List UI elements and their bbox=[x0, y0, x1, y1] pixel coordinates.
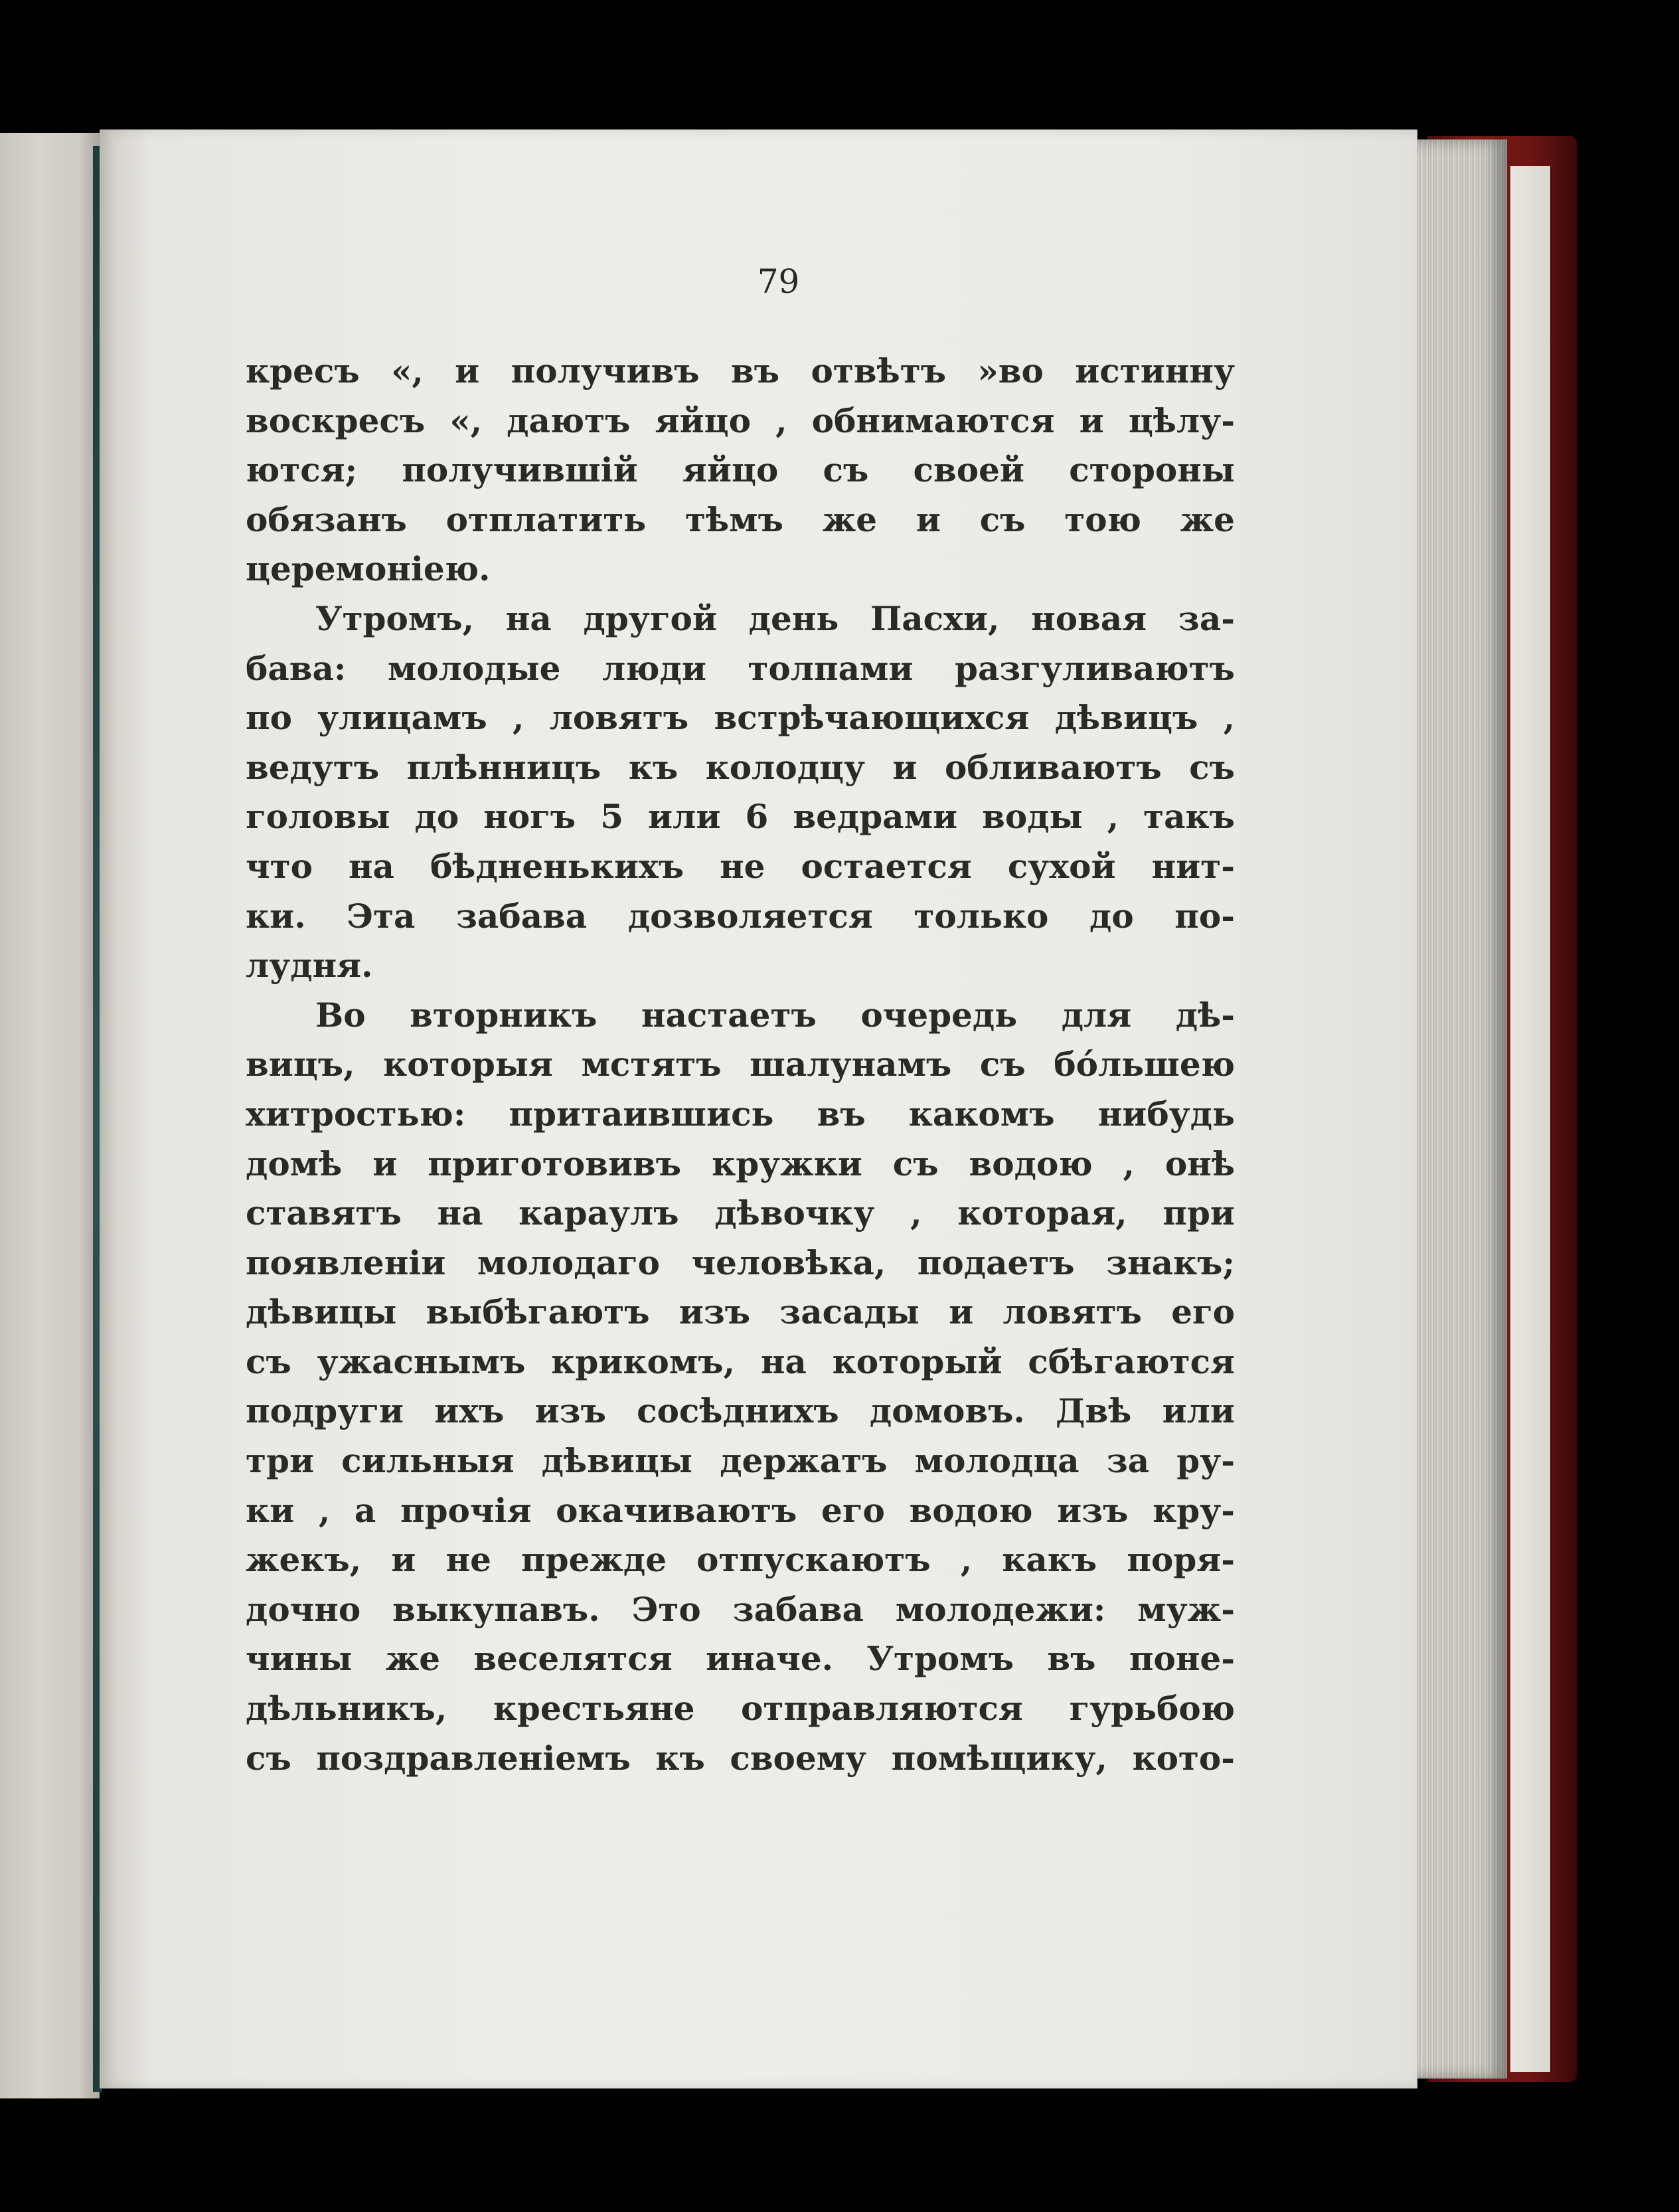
text-line: съ поздравленіемъ къ своему помѣщику, кото- bbox=[246, 1738, 1235, 1778]
text-line: дѣльникъ, крестьяне отправляются гурьбою bbox=[246, 1689, 1235, 1729]
previous-page-edge bbox=[0, 133, 100, 2098]
page-stack-edges bbox=[1407, 139, 1507, 2079]
text-line: жекъ, и не прежде отпускаютъ , какъ поря- bbox=[246, 1540, 1235, 1580]
text-line: Во вторникъ настаетъ очередь для дѣ- bbox=[315, 995, 1235, 1035]
text-line: подруги ихъ изъ сосѣднихъ домовъ. Двѣ или bbox=[246, 1391, 1235, 1431]
text-line: бава: молодые люди толпами разгуливаютъ bbox=[246, 648, 1235, 688]
text-line: кресъ «, и получивъ въ отвѣтъ »во истинну bbox=[246, 351, 1235, 390]
text-line: ведутъ плѣнницъ къ колодцу и обливаютъ съ bbox=[246, 747, 1235, 787]
text-line: вицъ, которыя мстятъ шалунамъ съ бо́льшею bbox=[246, 1045, 1235, 1084]
text-line: церемоніею. bbox=[246, 549, 491, 589]
text-line: дочно выкупавъ. Это забава молодежи: муж- bbox=[246, 1589, 1235, 1629]
text-line: что на бѣдненькихъ не остается сухой нит- bbox=[246, 846, 1235, 886]
text-line: обязанъ отплатить тѣмъ же и съ тою же bbox=[246, 499, 1235, 539]
text-line: дѣвицы выбѣгаютъ изъ засады и ловятъ его bbox=[246, 1292, 1235, 1332]
cover-inner-endpaper bbox=[1510, 166, 1550, 2072]
text-line: чины же веселятся иначе. Утромъ въ поне- bbox=[246, 1639, 1235, 1679]
text-line: лудня. bbox=[246, 946, 373, 985]
text-line: три сильныя дѣвицы держатъ молодца за ру- bbox=[246, 1441, 1235, 1481]
text-line: появленіи молодаго человѣка, подаетъ знакъ; bbox=[246, 1242, 1235, 1282]
text-line: Утромъ, на другой день Пасхи, новая за- bbox=[315, 598, 1235, 638]
text-line: хитростью: притаившись въ какомъ нибудь bbox=[246, 1094, 1235, 1134]
text-line: воскресъ «, даютъ яйцо , обнимаются и цѣлу- bbox=[246, 400, 1235, 440]
text-line: домѣ и приготовивъ кружки съ водою , онѣ bbox=[246, 1144, 1235, 1183]
text-line: головы до ногъ 5 или 6 ведрами воды , такъ bbox=[246, 797, 1235, 837]
text-line: ются; получившій яйцо съ своей стороны bbox=[246, 450, 1235, 490]
text-line: ки. Эта забава дозволяется только до по- bbox=[246, 896, 1235, 936]
text-line: ки , а прочія окачиваютъ его водою изъ кру- bbox=[246, 1490, 1235, 1530]
text-line: ставятъ на караулъ дѣвочку , которая, при bbox=[246, 1193, 1235, 1233]
text-line: съ ужаснымъ крикомъ, на который сбѣгаются bbox=[246, 1341, 1235, 1381]
book-page bbox=[100, 129, 1417, 2088]
page-number: 79 bbox=[757, 262, 800, 301]
body-text bbox=[246, 347, 1235, 1783]
text-line: по улицамъ , ловятъ встрѣчающихся дѣвицъ , bbox=[246, 698, 1235, 738]
